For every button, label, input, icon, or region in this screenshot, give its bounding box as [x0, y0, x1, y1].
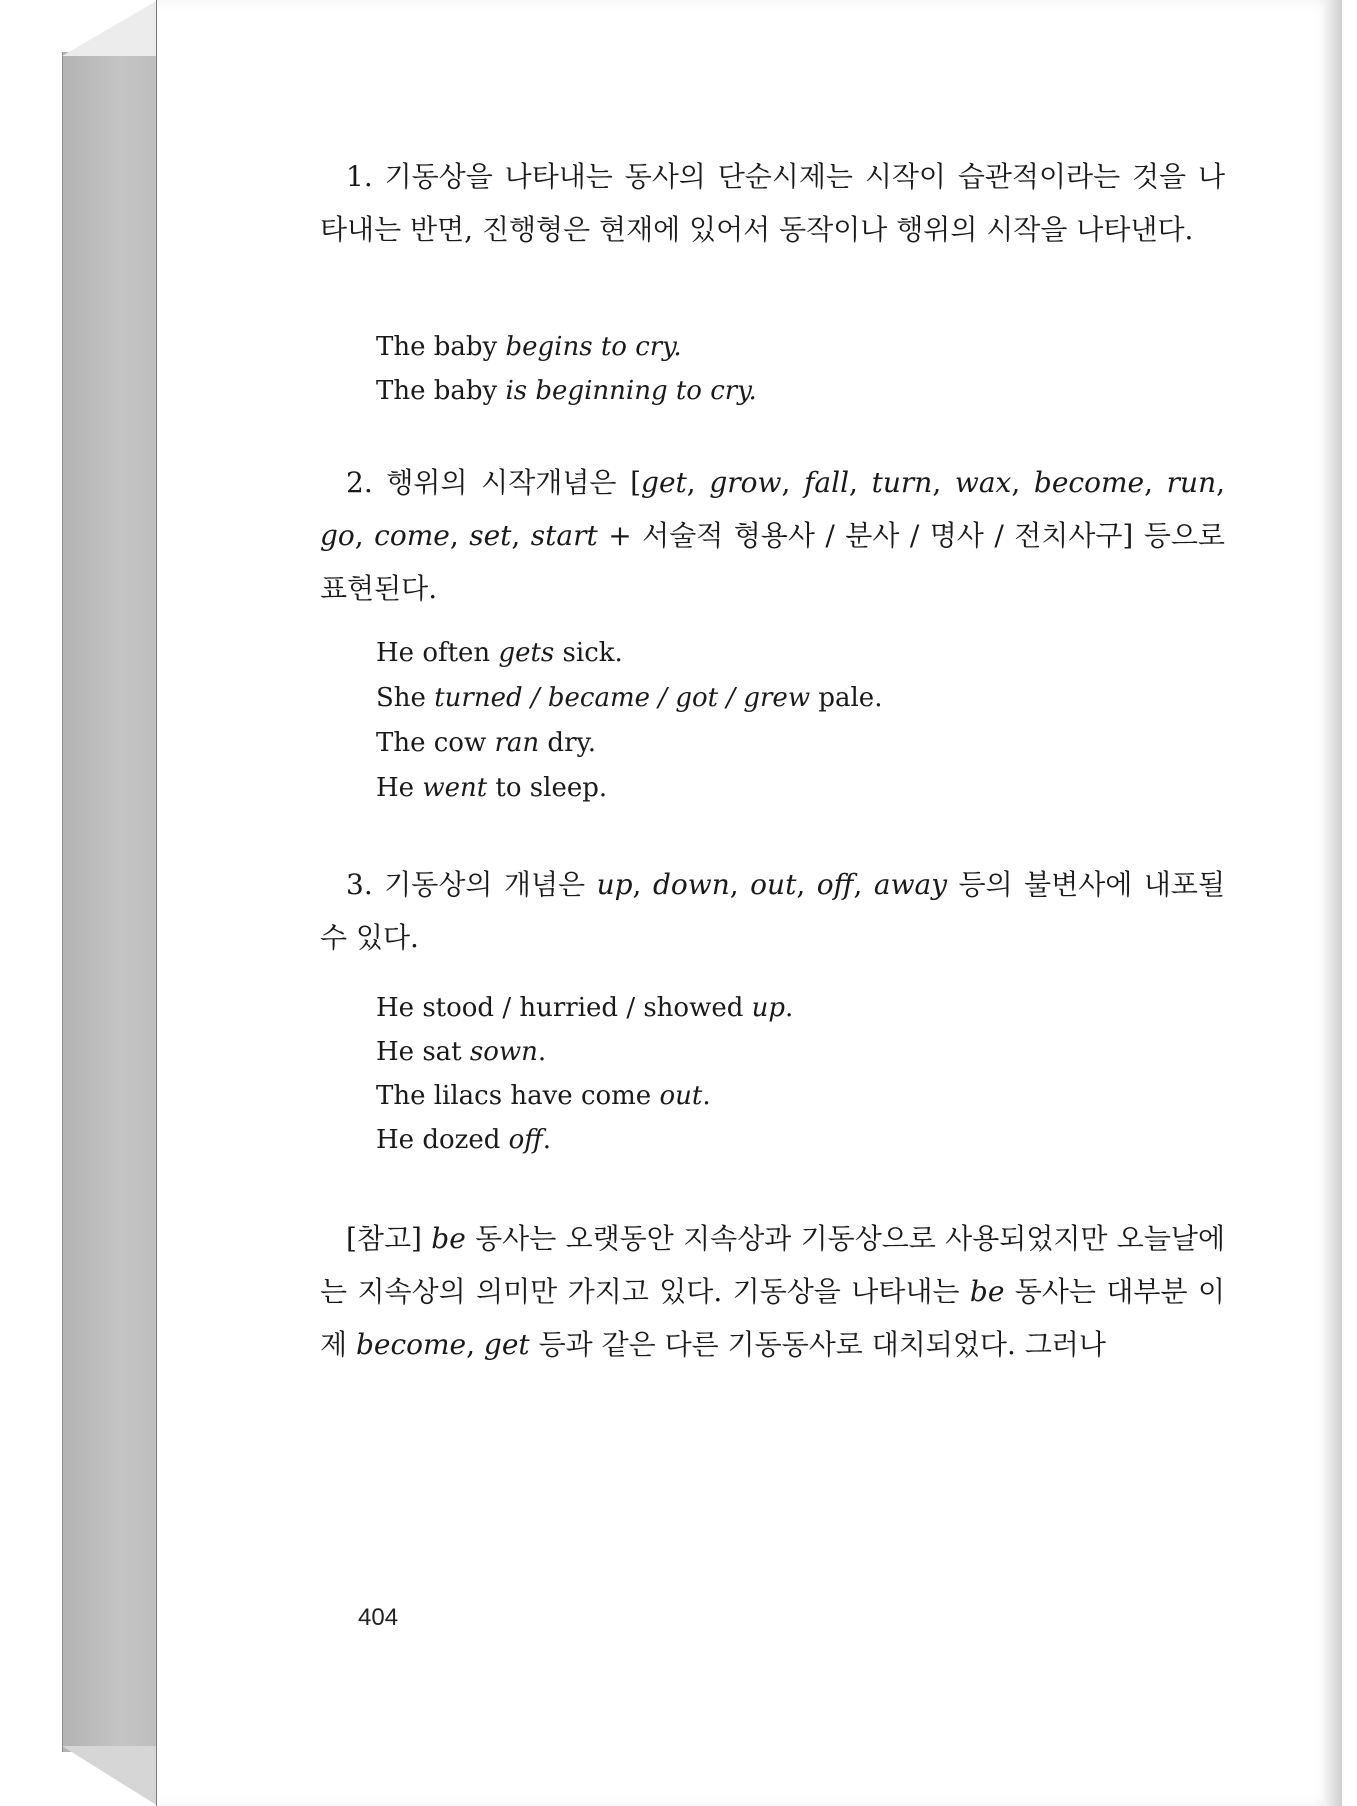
text-run: ,: [796, 868, 817, 901]
text-run: He stood / hurried / showed: [376, 993, 752, 1023]
book-bottom-edge: [62, 1746, 158, 1806]
section-2-example-4: [376, 763, 607, 814]
text-run: ,: [449, 519, 470, 552]
text-run: He sat: [376, 1037, 470, 1067]
italic-term: be: [969, 1275, 1005, 1308]
italic-term: out: [750, 868, 797, 901]
section-1-example-2: [376, 366, 757, 417]
italic-term: turned / became / got / grew: [434, 683, 811, 713]
text-run: pale.: [810, 683, 883, 713]
text-run: ,: [1011, 466, 1034, 499]
section-1-paragraph: [320, 150, 1225, 256]
text-run: He often: [376, 638, 499, 668]
section-3-example-4: [376, 1115, 551, 1166]
book-spine: [62, 52, 159, 1752]
page-number: 404: [358, 1604, 399, 1631]
text-run: 동사는 오랫동안 지속상과 기동상으로 사용되었지만 오늘날에는 지속상의 의미만 가지고 있다. 기동상을 나타내는: [320, 1222, 1225, 1308]
text-run: The baby: [376, 332, 506, 362]
text-run: + 서술적 형용사 / 분사 / 명사 / 전치사구] 등으로 표현된다.: [320, 519, 1225, 605]
book-top-edge: [62, 0, 158, 56]
text-run: .: [702, 1081, 711, 1111]
text-run: .: [537, 1037, 547, 1067]
text-run: 등의 불변사에 내포될 수 있다.: [320, 868, 1225, 954]
section-2-example-1: [376, 628, 623, 679]
text-run: 동사는 대부분 이제: [320, 1275, 1225, 1361]
italic-term: went: [422, 773, 488, 803]
italic-term: come: [374, 519, 450, 552]
text-run: 등과 같은 다른 기동동사로 대치되었다. 그러나: [529, 1328, 1106, 1361]
section-2-example-2: [376, 673, 882, 724]
text-run: The cow: [376, 728, 495, 758]
italic-term: set: [469, 519, 512, 552]
text-run: dry.: [539, 728, 597, 758]
text-run: The baby: [376, 376, 506, 406]
italic-term: run: [1166, 466, 1217, 499]
text-run: ,: [686, 466, 710, 499]
text-run: The lilacs have come: [376, 1081, 660, 1111]
text-run: 2. 행위의 시작개념은 [: [346, 466, 642, 499]
italic-term: get: [641, 466, 687, 499]
italic-term: be: [431, 1222, 466, 1255]
italic-term: wax: [954, 466, 1012, 499]
text-run: ,: [729, 868, 751, 901]
section-2-example-3: [376, 718, 596, 769]
text-run: ,: [932, 466, 955, 499]
text-run: [참고]: [346, 1222, 432, 1255]
italic-term: down: [652, 868, 730, 901]
italic-term: begins to cry.: [505, 332, 682, 362]
text-run: 1. 기동상을 나타내는 동사의 단순시제는 시작이 습관적이라는 것을 나타내는 반면, 진행형은 현재에 있어서 동작이나 행위의 시작을 나타낸다.: [320, 160, 1225, 246]
text-run: ,: [466, 1328, 484, 1361]
italic-term: become: [1033, 466, 1145, 499]
italic-term: up: [751, 993, 786, 1023]
italic-term: away: [873, 868, 948, 901]
text-run: ,: [632, 868, 653, 901]
text-run: .: [542, 1125, 551, 1155]
text-run: ,: [853, 868, 874, 901]
italic-term: off: [816, 868, 854, 901]
text-run: ,: [1144, 466, 1167, 499]
italic-term: get: [483, 1328, 530, 1361]
text-run: ,: [781, 466, 805, 499]
page-edge: [1324, 0, 1342, 1806]
italic-term: turn: [871, 466, 933, 499]
italic-term: go: [320, 519, 355, 552]
italic-term: grow: [709, 466, 782, 499]
text-run: ,: [354, 519, 375, 552]
text-run: ,: [1216, 466, 1226, 499]
text-run: She: [376, 683, 435, 713]
text-run: ,: [511, 519, 531, 552]
section-3-paragraph: [320, 858, 1225, 964]
text-run: He: [376, 773, 423, 803]
italic-term: start: [530, 519, 598, 552]
text-run: .: [785, 993, 794, 1023]
italic-term: up: [596, 868, 633, 901]
text-run: to sleep.: [487, 773, 608, 803]
note-paragraph: [320, 1212, 1225, 1371]
italic-term: gets: [498, 638, 555, 668]
italic-term: sown: [469, 1037, 538, 1067]
section-2-paragraph: [320, 456, 1225, 615]
italic-term: fall: [804, 466, 850, 499]
italic-term: is beginning to cry.: [505, 376, 757, 406]
italic-term: become: [355, 1328, 467, 1361]
italic-term: ran: [494, 728, 540, 758]
text-run: He dozed: [376, 1125, 509, 1155]
text-run: sick.: [554, 638, 623, 668]
italic-term: out: [659, 1081, 703, 1111]
text-run: 3. 기동상의 개념은: [346, 868, 597, 901]
text-run: ,: [849, 466, 872, 499]
italic-term: off: [508, 1125, 543, 1155]
